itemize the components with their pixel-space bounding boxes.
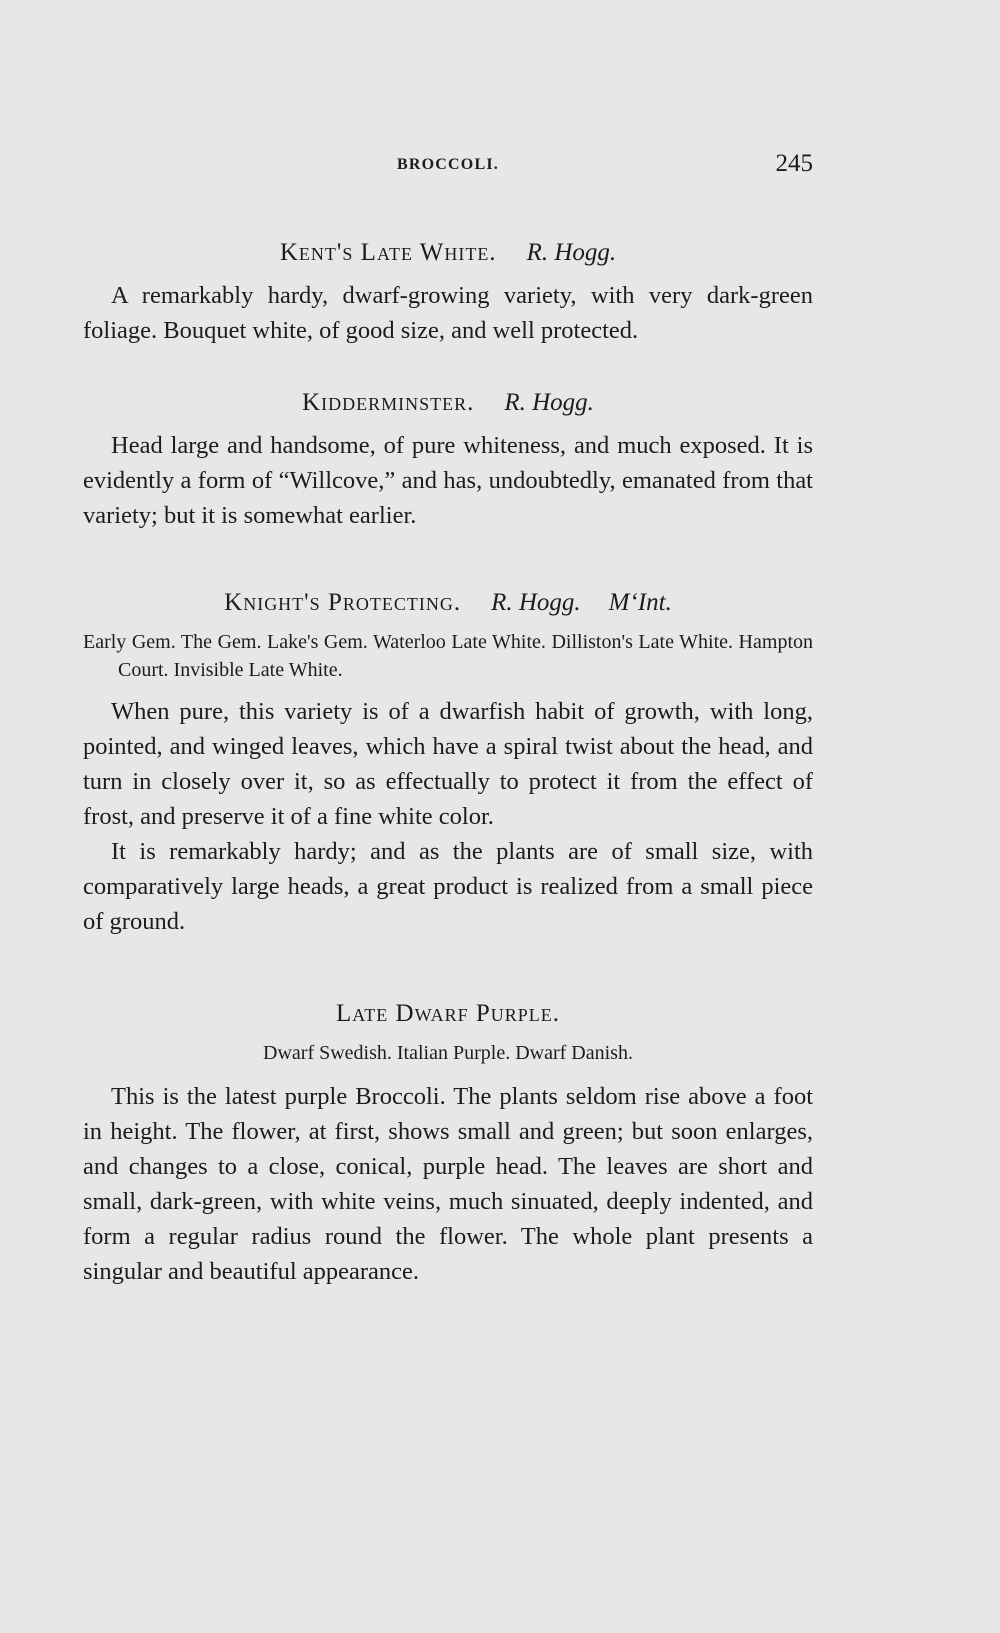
- synonyms-list: Early Gem. The Gem. Lake's Gem. Waterloo Late White. Dilliston's Late White. Hampton Court. Invisible Late White.: [83, 631, 813, 681]
- description-paragraph: When pure, this variety is of a dwarfish habit of growth, with long, pointed, and winged leaves, which have a spiral twist about the head, and turn in closely over it, so as effectually to protect it from the effect of frost, and preserve it of a fine white color.: [83, 698, 813, 830]
- entry-knights-protecting: [83, 588, 813, 939]
- authority: R. Hogg.: [504, 389, 594, 416]
- entry-heading: [83, 388, 813, 418]
- variety-name: Kidderminster.: [302, 389, 475, 416]
- description-paragraph: A remarkably hardy, dwarf-growing variety, with very dark-green foliage. Bouquet white, of good size, and well protected.: [83, 282, 813, 344]
- running-title: BROCCOLI.: [397, 156, 499, 173]
- running-head: [83, 150, 813, 184]
- variety-name: Kent's Late White.: [279, 239, 497, 266]
- description-paragraph: Head large and handsome, of pure whiteness, and much exposed. It is evidently a form of “Willcove,” and has, undoubtedly, emanated from that variety; but it is somewhat earlier.: [83, 432, 813, 529]
- entry-kents-late-white: [83, 238, 813, 348]
- authority: R. Hogg.: [526, 239, 617, 266]
- variety-name: Late Dwarf Purple.: [336, 1000, 560, 1027]
- entry-heading: [83, 588, 813, 618]
- description-paragraph: This is the latest purple Broccoli. The plants seldom rise above a foot in height. The flower, at first, shows small and green; but soon enlarges, and changes to a close, conical, purple head. The leaves are short and small, dark-green, with white veins, much sinuated, deeply indented, and form a regular radius round the flower. The whole plant presents a singular and beautiful appearance.: [83, 1083, 813, 1285]
- description-paragraph: It is remarkably hardy; and as the plants are of small size, with comparatively large heads, a great product is realized from a small piece of ground.: [83, 838, 813, 935]
- variety-name: Knight's Protecting.: [224, 589, 462, 616]
- entry-kidderminster: [83, 388, 813, 533]
- entry-heading: [83, 238, 813, 268]
- authority: R. Hogg.: [491, 589, 581, 616]
- entry-late-dwarf-purple: [83, 999, 813, 1289]
- page-content: [83, 238, 813, 1289]
- page-number: 245: [775, 150, 813, 177]
- authority: M‘Int.: [608, 589, 672, 616]
- synonyms-list: Dwarf Swedish. Italian Purple. Dwarf Danish.: [263, 1042, 633, 1064]
- entry-heading: [83, 999, 813, 1029]
